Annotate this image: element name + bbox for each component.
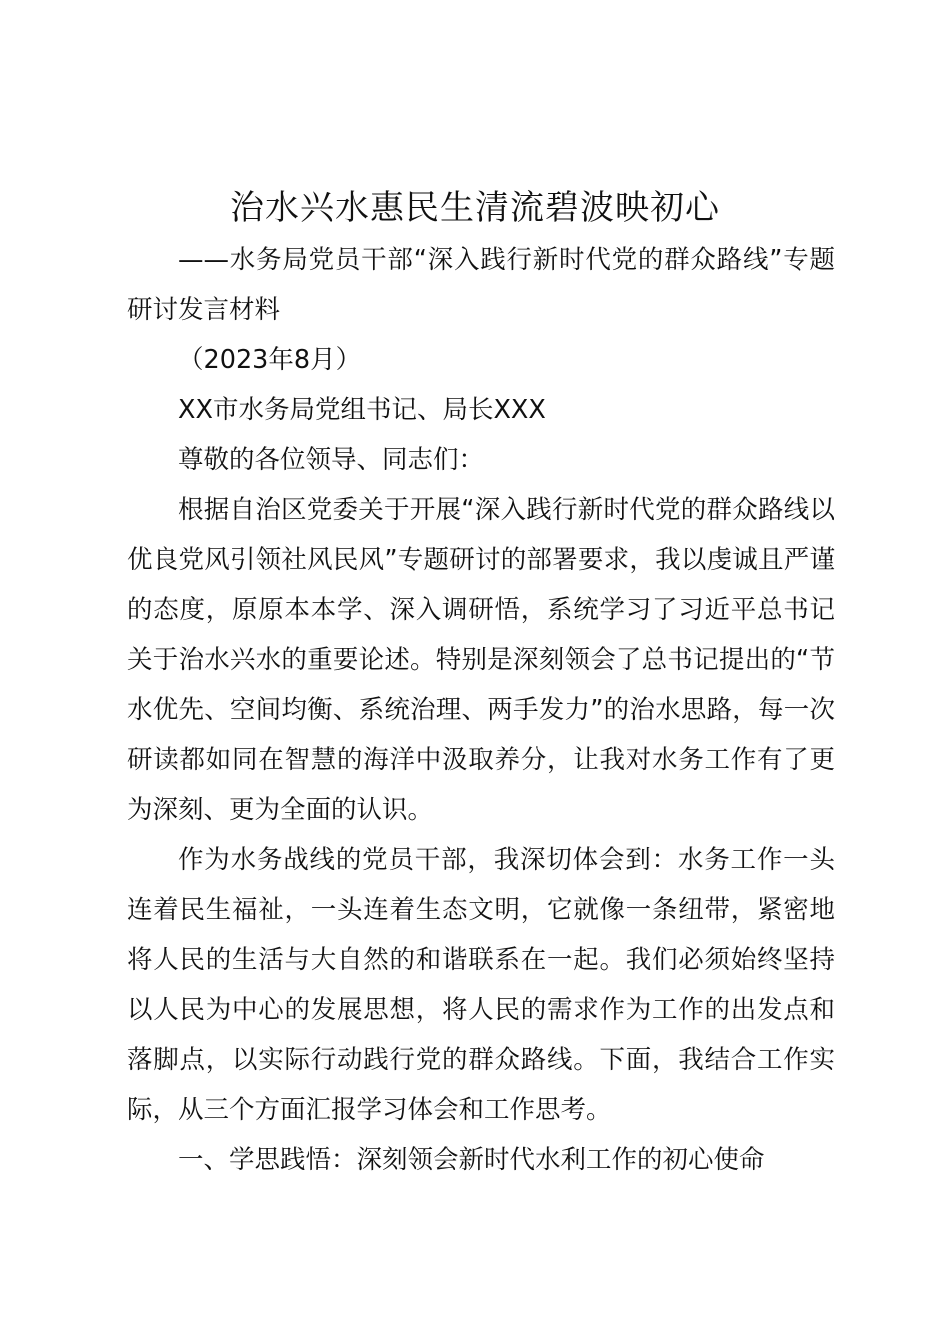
paragraph-2: 作为水务战线的党员干部，我深切体会到：水务工作一头连着民生福祉，一头连着生态文明，它就像一条纽带，紧密地将人民的生活与大自然的和谐联系在一起。我们必须始终坚持以人民为中心的发展思想，将人民的需求作为工作的出发点和落脚点，以实际行动践行党的群众路线。下面，我结合工作实际，从三个方面汇报学习体会和工作思考。 xyxy=(127,845,835,1125)
document-title: 治水兴水惠民生清流碧波映初心 xyxy=(230,188,720,228)
document-subtitle: ——水务局党员干部“深入践行新时代党的群众路线”专题研讨发言材料 xyxy=(127,245,835,325)
salutation: 尊敬的各位领导、同志们： xyxy=(178,445,485,475)
document-author: XX市水务局党组书记、局长XXX xyxy=(178,395,546,425)
document-date: （2023年8月） xyxy=(178,345,362,375)
paragraph-1: 根据自治区党委关于开展“深入践行新时代党的群众路线以优良党风引领社风民风”专题研讨的部署要求，我以虔诚且严谨的态度，原原本本学、深入调研悟，系统学习了习近平总书记关于治水兴水的重要论述。特别是深刻领会了总书记提出的“节水优先、空间均衡、系统治理、两手发力”的治水思路，每一次研读都如同在智慧的海洋中汲取养分，让我对水务工作有了更为深刻、更为全面的认识。 xyxy=(127,495,835,825)
document-body xyxy=(127,235,835,1185)
section-heading: 一、学思践悟：深刻领会新时代水利工作的初心使命 xyxy=(178,1145,765,1175)
